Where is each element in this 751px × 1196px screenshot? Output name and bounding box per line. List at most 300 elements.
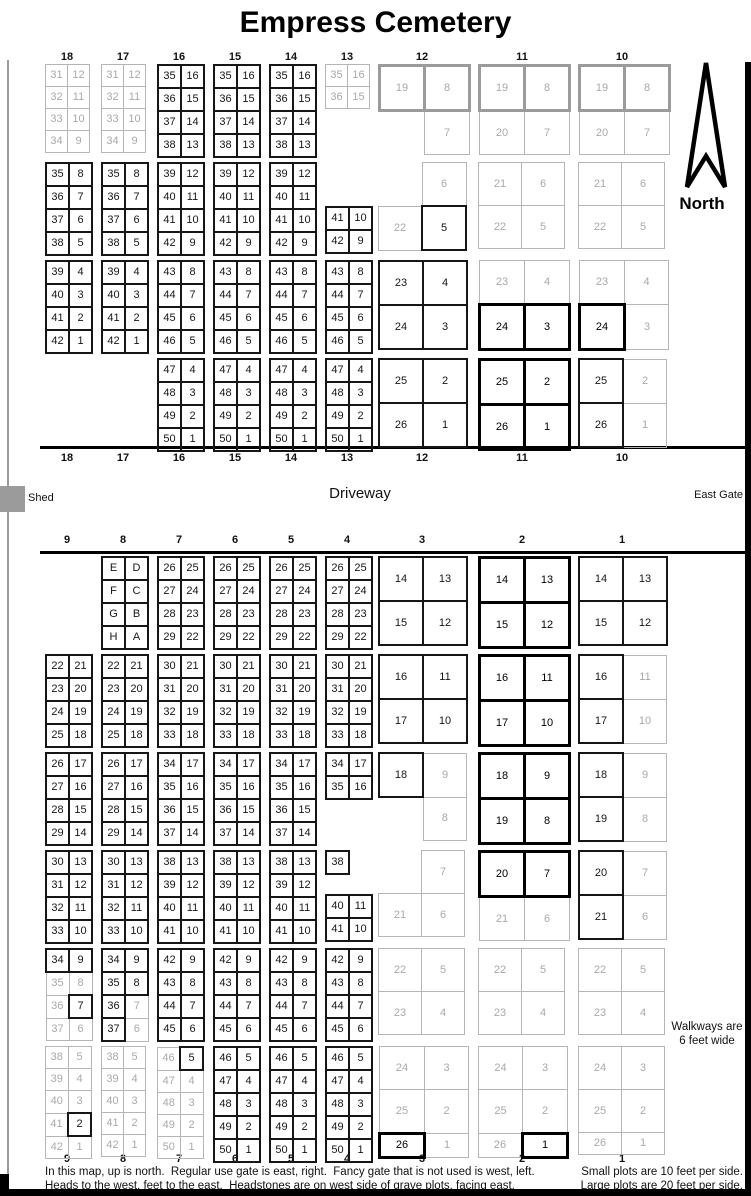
plot-cell: 50 (158, 1137, 181, 1159)
col-footer-12: 12 (415, 452, 429, 464)
plot-block-col18-band3 (45, 260, 93, 354)
plot-cell: 37 (102, 1018, 125, 1041)
plot-cell: 35 (102, 972, 125, 995)
plot-cell: 46 (270, 1047, 293, 1070)
plot-cell: 14 (181, 111, 204, 134)
plot-cell: 11 (293, 897, 316, 920)
plot-block-col7-band5 (157, 948, 205, 1042)
plot-cell: 6 (181, 307, 204, 330)
plot-cell: 38 (102, 232, 125, 255)
plot-cell: 29 (270, 626, 293, 649)
plot-cell: 35 (158, 65, 181, 88)
plot-cell: 49 (214, 405, 237, 428)
plot-cell: 26 (102, 753, 125, 776)
plot-block-col4-band2 (325, 654, 373, 748)
col-header-10: 10 (615, 51, 629, 63)
col-header-8: 8 (119, 534, 127, 546)
plot-cell: 21 (579, 163, 622, 206)
plot-cell: 22 (102, 655, 125, 678)
plot-cell: 35 (214, 65, 237, 88)
plot-cell: 7 (125, 995, 148, 1018)
plot-cell: 10 (423, 699, 467, 743)
plot-cell: 24 (181, 580, 204, 603)
plot-cell: 16 (237, 65, 260, 88)
plot-cell: 23 (237, 603, 260, 626)
plot-cell: 3 (125, 284, 148, 307)
plot-cell: 10 (124, 109, 146, 131)
plot-cell: 30 (46, 851, 69, 874)
plot-cell: 7 (181, 995, 204, 1018)
plot-cell: 34 (214, 753, 237, 776)
plot-cell: 5 (180, 1047, 203, 1070)
plot-cell: 2 (125, 307, 148, 330)
plot-block-col5-band6 (269, 1046, 317, 1163)
plot-cell: 10 (68, 109, 90, 131)
plot-block-col8-band3 (101, 752, 149, 846)
plot-cell: 11 (125, 897, 148, 920)
plot-cell: 23 (293, 603, 316, 626)
plot-block-col12-band2 (378, 162, 467, 251)
plot-cell: 5 (522, 949, 565, 992)
plot-cell: 23 (580, 261, 625, 305)
plot-cell: 49 (326, 405, 349, 428)
plot-cell: 32 (46, 897, 69, 920)
plot-cell: 24 (237, 580, 260, 603)
plot-cell: 38 (326, 851, 349, 874)
plot-cell: 18 (480, 754, 525, 799)
plot-cell: 1 (181, 428, 204, 451)
plot-block-col17-band1 (101, 64, 146, 153)
plot-cell: 5 (349, 1047, 372, 1070)
plot-cell: 20 (579, 851, 623, 895)
plot-cell: 5 (422, 206, 466, 250)
plot-cell: 14 (579, 557, 623, 601)
plot-cell: 6 (181, 1018, 204, 1041)
plot-block-col2-band5 (478, 948, 565, 1035)
plot-cell: 19 (293, 701, 316, 724)
shed-label: Shed (28, 492, 54, 504)
plot-cell: 6 (69, 209, 92, 232)
col-footer-17: 17 (116, 452, 130, 464)
plot-cell: 2 (423, 359, 467, 403)
plot-cell: 38 (270, 134, 293, 157)
plot-cell: 7 (623, 851, 667, 895)
plot-cell: 16 (480, 656, 525, 701)
plot-cell: 24 (102, 701, 125, 724)
col-footer-1: 1 (618, 1153, 626, 1165)
plot-block-col4-band1 (325, 556, 373, 650)
plot-cell: 40 (102, 284, 125, 307)
plot-cell: 24 (293, 580, 316, 603)
plot-cell: 34 (46, 949, 69, 972)
plot-cell: 25 (579, 1090, 622, 1133)
plot-cell: 49 (158, 1115, 181, 1137)
plot-cell: 22 (579, 206, 622, 249)
plot-cell: 39 (102, 261, 125, 284)
plot-cell: 14 (125, 822, 148, 845)
plot-block-col1-band6 (578, 1046, 665, 1155)
plot-cell: 7 (625, 111, 670, 155)
col-footer-10: 10 (615, 452, 629, 464)
plot-cell: 22 (379, 949, 422, 992)
plot-cell: 25 (579, 359, 623, 403)
plot-block-col4-band3 (325, 752, 373, 800)
plot-cell: H (102, 626, 125, 649)
plot-block-col5-band4 (269, 850, 317, 944)
plot-cell: 5 (293, 1047, 316, 1070)
plot-cell: 34 (46, 131, 68, 153)
plot-cell: 12 (525, 603, 570, 648)
plot-cell: 32 (214, 701, 237, 724)
plot-cell: 6 (422, 163, 466, 207)
col-footer-8: 8 (119, 1153, 127, 1165)
plot-cell: 12 (293, 874, 316, 897)
plot-block-col2-band6 (478, 1046, 569, 1159)
plot-cell: 12 (181, 874, 204, 897)
plot-block-col4-band4 (325, 850, 371, 875)
plot-cell: 13 (181, 851, 204, 874)
plot-cell: 42 (46, 330, 69, 353)
plot-cell: 16 (181, 776, 204, 799)
plot-block-col10-band2 (578, 162, 665, 249)
plot-cell: 24 (580, 305, 625, 350)
plot-cell: A (125, 626, 148, 649)
plot-block-col9-band4 (45, 850, 93, 944)
plot-block-col5-band1 (269, 556, 317, 650)
plot-cell: 19 (237, 701, 260, 724)
plot-cell: 25 (237, 557, 260, 580)
plot-cell: 6 (125, 209, 148, 232)
plot-cell: 25 (480, 360, 525, 405)
plot-cell: 7 (349, 995, 372, 1018)
plot-cell: 9 (181, 949, 204, 972)
plot-cell: 17 (181, 753, 204, 776)
plot-cell: C (125, 580, 148, 603)
plot-cell: 24 (46, 701, 69, 724)
plot-block-col18-band1 (45, 64, 90, 153)
plot-cell: 2 (425, 1090, 469, 1134)
plot-cell: 26 (379, 403, 423, 447)
plot-cell: 10 (293, 209, 316, 232)
plot-cell: 7 (181, 284, 204, 307)
plot-cell: 4 (525, 261, 570, 305)
plot-cell: 27 (46, 776, 69, 799)
plot-block-col2-band4 (478, 850, 571, 941)
plot-cell: 43 (158, 261, 181, 284)
plot-cell: 35 (46, 163, 69, 186)
plot-cell: 48 (326, 1093, 349, 1116)
plot-cell: 48 (214, 1093, 237, 1116)
plot-cell: 16 (349, 776, 372, 799)
plot-cell: 28 (326, 603, 349, 626)
plot-block-col7-band1 (157, 556, 205, 650)
plot-cell: 33 (214, 724, 237, 747)
plot-block-col15-band4 (213, 358, 261, 452)
footnote-right-line2: Large plots are 20 feet per side. (580, 1180, 743, 1192)
plot-cell: 40 (270, 897, 293, 920)
plot-cell: 4 (68, 1069, 91, 1091)
col-header-12: 12 (415, 51, 429, 63)
plot-cell: 1 (237, 1139, 260, 1162)
plot-cell: 41 (46, 1113, 69, 1136)
plot-cell: 29 (214, 626, 237, 649)
plot-cell: 35 (326, 776, 349, 799)
plot-cell: 7 (237, 284, 260, 307)
plot-block-col13-band4 (325, 358, 373, 452)
plot-cell: 23 (480, 261, 525, 305)
plot-cell: 32 (270, 701, 293, 724)
plot-cell: 7 (237, 995, 260, 1018)
plot-cell: 15 (237, 799, 260, 822)
col-header-17: 17 (116, 51, 130, 63)
plot-cell: 6 (237, 1018, 260, 1041)
plot-cell: 11 (423, 655, 467, 699)
plot-cell: 42 (214, 949, 237, 972)
col-footer-3: 3 (418, 1153, 426, 1165)
plot-cell: 16 (293, 776, 316, 799)
plot-block-col4-band5 (325, 948, 373, 1042)
plot-cell: 2 (622, 1090, 665, 1133)
plot-cell: 40 (46, 1091, 69, 1114)
plot-cell: 12 (237, 163, 260, 186)
plot-cell: 4 (69, 261, 92, 284)
plot-cell: 43 (270, 972, 293, 995)
plot-cell: 38 (46, 1047, 69, 1069)
plot-cell: 8 (125, 972, 148, 995)
plot-cell: 6 (293, 307, 316, 330)
plot-cell: 9 (125, 949, 148, 972)
plot-cell: 9 (293, 949, 316, 972)
plot-cell: 12 (68, 65, 90, 87)
plot-cell: 40 (46, 284, 69, 307)
plot-cell: 19 (480, 799, 525, 844)
empty-cell (349, 851, 371, 874)
plot-cell: 1 (68, 1136, 91, 1159)
empty-cell (379, 797, 423, 840)
plot-cell: 18 (579, 753, 623, 797)
plot-cell: 19 (380, 66, 425, 111)
col-header-3: 3 (418, 534, 426, 546)
plot-cell: 36 (102, 995, 125, 1018)
plot-cell: 11 (69, 897, 92, 920)
plot-cell: 1 (425, 1134, 469, 1158)
plot-cell: 4 (622, 992, 665, 1035)
plot-cell: 9 (237, 232, 260, 255)
plot-cell: 16 (125, 776, 148, 799)
plot-cell: 9 (293, 232, 316, 255)
plot-cell: 17 (237, 753, 260, 776)
plot-cell: 20 (293, 678, 316, 701)
plot-cell: 1 (237, 428, 260, 451)
plot-cell: 46 (158, 330, 181, 353)
plot-cell: 21 (349, 655, 372, 678)
plot-cell: 7 (525, 111, 570, 155)
plot-cell: 6 (349, 307, 372, 330)
plot-cell: 1 (69, 330, 92, 353)
plot-cell: 40 (214, 897, 237, 920)
plot-cell: 41 (158, 209, 181, 232)
plot-cell: 36 (158, 88, 181, 111)
plot-cell: 39 (270, 163, 293, 186)
plot-cell: 9 (623, 753, 667, 797)
plot-cell: 13 (293, 851, 316, 874)
plot-block-col7-band2 (157, 654, 205, 748)
plot-cell: G (102, 603, 125, 626)
plot-block-col6-band4 (213, 850, 261, 944)
plot-cell: 12 (237, 874, 260, 897)
plot-cell: 42 (270, 949, 293, 972)
plot-cell: 45 (326, 307, 349, 330)
plot-cell: 36 (214, 799, 237, 822)
plot-cell: 23 (379, 261, 423, 305)
plot-block-col16-band4 (157, 358, 205, 452)
plot-cell: 46 (326, 1047, 349, 1070)
plot-cell: 47 (214, 359, 237, 382)
plot-cell: 39 (46, 261, 69, 284)
plot-cell: 3 (622, 1047, 665, 1090)
plot-cell: 32 (102, 87, 124, 109)
southwest-corner-line (0, 1174, 9, 1196)
plot-cell: 29 (158, 626, 181, 649)
plot-cell: 49 (270, 1116, 293, 1139)
plot-cell: 4 (124, 1069, 146, 1091)
plot-cell: 24 (480, 305, 525, 350)
plot-cell: 43 (214, 261, 237, 284)
plot-cell: 39 (158, 874, 181, 897)
plot-cell: 47 (270, 1070, 293, 1093)
plot-cell: 46 (158, 1047, 181, 1070)
plot-cell: 9 (181, 232, 204, 255)
plot-block-col1-band1 (578, 556, 668, 646)
plot-cell: 6 (623, 895, 667, 939)
plot-cell: 3 (525, 305, 570, 350)
plot-block-col15-band1 (213, 64, 261, 158)
plot-cell: 17 (125, 753, 148, 776)
plot-cell: 50 (214, 1139, 237, 1162)
plot-cell: 15 (480, 603, 525, 648)
plot-cell: 21 (237, 655, 260, 678)
plot-cell: 37 (214, 822, 237, 845)
plot-cell: 41 (270, 209, 293, 232)
plot-cell: 10 (69, 920, 92, 943)
plot-cell: 31 (214, 678, 237, 701)
plot-cell: 37 (270, 822, 293, 845)
plot-cell: 24 (579, 1047, 622, 1090)
plot-cell: 21 (293, 655, 316, 678)
plot-cell: 2 (69, 307, 92, 330)
plot-cell: 26 (158, 557, 181, 580)
plot-cell: 10 (181, 920, 204, 943)
plot-cell: 5 (125, 232, 148, 255)
plot-cell: 36 (270, 88, 293, 111)
col-header-16: 16 (172, 51, 186, 63)
empty-cell (379, 163, 423, 207)
plot-cell: 6 (125, 1018, 148, 1041)
plot-cell: 44 (158, 284, 181, 307)
plot-cell: 50 (326, 1139, 349, 1162)
plot-cell: 13 (423, 557, 467, 601)
plot-cell: 19 (69, 701, 92, 724)
plot-cell: 42 (158, 949, 181, 972)
plot-cell: 1 (124, 1135, 146, 1157)
plot-cell: 18 (125, 724, 148, 747)
plot-cell: 1 (523, 1134, 568, 1158)
plot-block-col6-band3 (213, 752, 261, 846)
plot-block-col6-band6 (213, 1046, 261, 1163)
plot-block-col7-band3 (157, 752, 205, 846)
plot-cell: 8 (525, 66, 570, 111)
plot-cell: 47 (326, 1070, 349, 1093)
plot-cell: 44 (326, 284, 349, 307)
plot-cell: 7 (422, 851, 465, 894)
plot-cell: 35 (326, 65, 348, 87)
plot-cell: 19 (125, 701, 148, 724)
plot-cell: 22 (349, 626, 372, 649)
plot-cell: 19 (480, 66, 525, 111)
plot-block-col10-band4 (578, 358, 667, 448)
plot-cell: 10 (237, 920, 260, 943)
plot-cell: 9 (237, 949, 260, 972)
plot-cell: 24 (380, 1047, 425, 1090)
plot-cell: 35 (46, 972, 69, 995)
plot-cell: 2 (349, 1116, 372, 1139)
plot-cell: 39 (102, 1069, 124, 1091)
walkways-note (664, 1020, 750, 1048)
walkways-note-line2: 6 feet wide (679, 1035, 735, 1047)
plot-block-col7-band6 (157, 1046, 204, 1159)
plot-cell: 26 (380, 1134, 425, 1158)
plot-cell: 29 (46, 822, 69, 845)
plot-cell: 45 (270, 1018, 293, 1041)
plot-cell: 26 (579, 403, 623, 447)
plot-cell: 41 (326, 207, 349, 230)
col-header-4: 4 (343, 534, 351, 546)
plot-cell: 7 (293, 284, 316, 307)
plot-cell: 20 (69, 678, 92, 701)
col-header-2: 2 (518, 534, 526, 546)
col-footer-18: 18 (60, 452, 74, 464)
empty-cell (380, 111, 425, 155)
plot-cell: 45 (214, 1018, 237, 1041)
col-footer-14: 14 (284, 452, 298, 464)
col-header-15: 15 (228, 51, 242, 63)
plot-cell: 49 (214, 1116, 237, 1139)
plot-cell: 26 (326, 557, 349, 580)
plot-cell: 37 (158, 822, 181, 845)
plot-cell: 45 (326, 1018, 349, 1041)
plot-cell: 15 (293, 88, 316, 111)
plot-cell: 6 (69, 1018, 92, 1041)
plot-cell: 1 (293, 1139, 316, 1162)
plot-block-col11-band2 (478, 162, 565, 249)
plot-cell: 1 (525, 405, 570, 450)
plot-cell: 36 (270, 799, 293, 822)
plot-cell: 3 (293, 382, 316, 405)
plot-cell: 4 (293, 359, 316, 382)
plot-cell: 15 (579, 601, 623, 645)
plot-cell: 10 (293, 920, 316, 943)
plot-cell: 4 (180, 1070, 203, 1093)
plot-cell: 2 (237, 405, 260, 428)
plot-cell: 38 (270, 851, 293, 874)
plot-cell: 35 (270, 65, 293, 88)
plot-cell: 12 (124, 65, 146, 87)
plot-cell: 26 (579, 1133, 622, 1155)
plot-cell: 4 (422, 992, 465, 1035)
plot-cell: 9 (349, 230, 372, 253)
plot-cell: 12 (293, 163, 316, 186)
plot-cell: 44 (214, 995, 237, 1018)
